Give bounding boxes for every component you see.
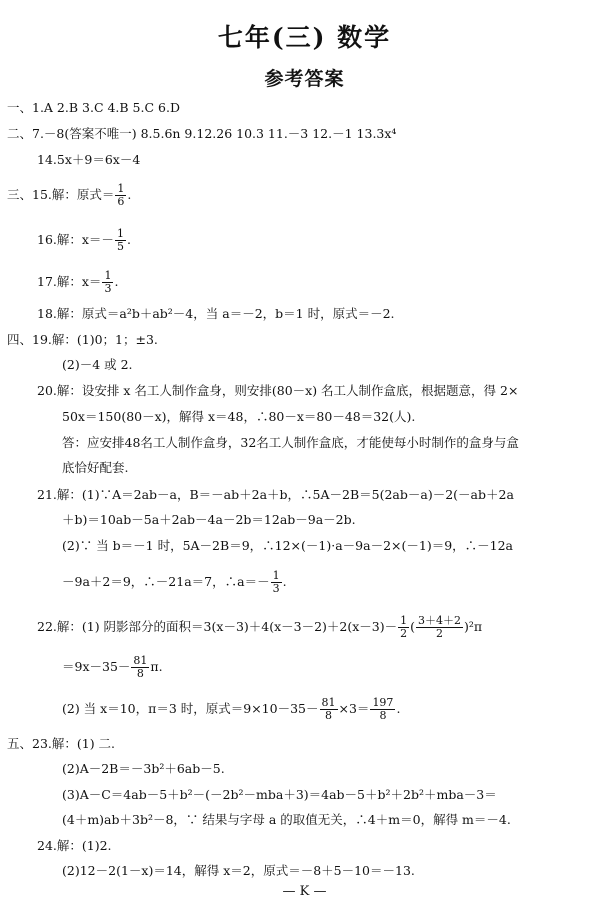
answer-17 [37, 270, 118, 295]
answer-19-part2: (2)－4 或 2. [62, 357, 133, 372]
answer-22-text2: ＝9x－35－ [62, 659, 131, 674]
fraction-numerator: 1 [400, 614, 408, 627]
answer-22-line2 [62, 655, 163, 680]
answer-21-line4 [62, 570, 287, 595]
answer-17-end: . [114, 274, 119, 289]
answer-20-line2: 50x＝150(80－x)，解得 x＝48，∴80－x＝80－48＝32(人). [62, 409, 416, 424]
page-footer: — K — [282, 884, 327, 899]
answer-20-line1: 20.解：设安排 x 名工人制作盒身，则安排(80－x) 名工人制作盒底，根据题意，得 2× [37, 383, 519, 398]
answer-22-end3: . [396, 701, 401, 716]
fraction-numerator: 81 [321, 696, 336, 709]
answer-22-text3: (2) 当 x＝10，π＝3 时，原式＝9×10－35－ [62, 701, 319, 716]
fraction-denominator: 3 [104, 282, 112, 295]
answer-20-line3: 答：应安排48名工人制作盒身，32名工人制作盒底，才能使每小时制作的盒身与盒 [62, 435, 519, 450]
fraction [131, 655, 149, 680]
fraction-numerator: 1 [116, 227, 124, 240]
fraction-denominator: 2 [436, 627, 444, 640]
answer-22-line3 [62, 697, 400, 722]
answer-24-part1: 24.解：(1)2. [37, 838, 112, 853]
answer-key-heading: 参考答案 [264, 68, 345, 90]
fraction-denominator: 3 [272, 582, 280, 595]
answer-19-part1: 四、19.解：(1)0；1；±3. [7, 332, 158, 347]
fraction-denominator: 6 [117, 195, 125, 208]
answer-23-part2: (2)A－2B＝－3b²＋6ab－5. [62, 761, 225, 776]
answer-21-line3: (2)∵ 当 b＝－1 时，5A－2B＝9，∴12×(－1)·a－9a－2×(－1)＝9，∴－12a [62, 538, 514, 553]
answer-15-text: 三、15.解：原式＝ [7, 187, 115, 202]
fraction [271, 570, 282, 595]
answer-21-end: . [282, 574, 287, 589]
answer-23-part1: 五、23.解：(1) 二. [7, 736, 116, 751]
answer-22-mid3: ×3＝ [338, 701, 370, 716]
answer-18: 18.解：原式＝a²b＋ab²－4，当 a＝－2，b＝1 时，原式＝－2. [37, 306, 395, 321]
fraction-denominator: 2 [400, 627, 408, 640]
fraction [416, 615, 463, 640]
fraction [320, 697, 338, 722]
fraction-denominator: 8 [136, 667, 144, 680]
fraction-numerator: 1 [272, 569, 280, 582]
fraction-denominator: 5 [116, 240, 124, 253]
answer-23-part3-line2: (4＋m)ab＋3b²－8，∵ 结果与字母 a 的取值无关，∴4＋m＝0，解得 m＝－4. [62, 812, 511, 827]
answer-section-1: 一、1.A 2.B 3.C 4.B 5.C 6.D [7, 100, 180, 115]
answer-16-end: . [126, 232, 131, 247]
answer-22-paren: ( [410, 619, 416, 634]
fraction-numerator: 1 [117, 182, 125, 195]
fraction-numerator: 3＋4＋2 [418, 614, 462, 627]
fraction [102, 270, 113, 295]
answer-section-2: 二、7.－8(答案不唯一) 8.5.6n 9.12.26 10.3 11.－3 12.－1 13.3x⁴ [7, 126, 397, 141]
answer-22-text: 22.解：(1) 阴影部分的面积＝3(x－3)＋4(x－3－2)＋2(x－3)－ [37, 619, 398, 634]
answer-16 [37, 228, 131, 253]
answer-17-text: 17.解：x＝ [37, 274, 102, 289]
answer-20-line4: 底恰好配套. [62, 460, 129, 475]
fraction [115, 228, 126, 253]
fraction-denominator: 8 [325, 709, 332, 722]
answer-14: 14.5x＋9＝6x－4 [37, 152, 141, 167]
fraction-denominator: 8 [379, 709, 387, 722]
fraction [115, 183, 126, 208]
fraction-numerator: 197 [372, 696, 394, 709]
fraction [370, 697, 395, 722]
fraction-numerator: 81 [133, 654, 148, 667]
fraction [398, 615, 409, 640]
fraction-numerator: 1 [104, 269, 112, 282]
answer-24-part2: (2)12－2(1－x)＝14，解得 x＝2，原式＝－8＋5－10＝－13. [62, 863, 415, 878]
answer-21-line2: ＋b)＝10ab－5a＋2ab－4a－2b＝12ab－9a－2b. [62, 512, 356, 527]
answer-15 [7, 183, 131, 208]
answer-15-end: . [127, 187, 132, 202]
answer-16-text: 16.解：x＝－ [37, 232, 114, 247]
answer-21-line1: 21.解：(1)∵A＝2ab－a，B＝－ab＋2a＋b，∴5A－2B＝5(2ab－a)－2(－ab＋2a [37, 487, 514, 502]
answer-21-text: －9a＋2＝9，∴－21a＝7，∴a＝－ [62, 574, 270, 589]
answer-23-part3-line1: (3)A－C＝4ab－5＋b²－(－2b²－mba＋3)＝4ab－5＋b²＋2b²＋mba－3＝ [62, 787, 497, 802]
answer-22-end2: π. [150, 659, 163, 674]
answer-22-end: )²π [464, 619, 483, 634]
answer-22-line1 [37, 615, 482, 640]
page-title: 七年(三) 数学 [217, 23, 392, 52]
